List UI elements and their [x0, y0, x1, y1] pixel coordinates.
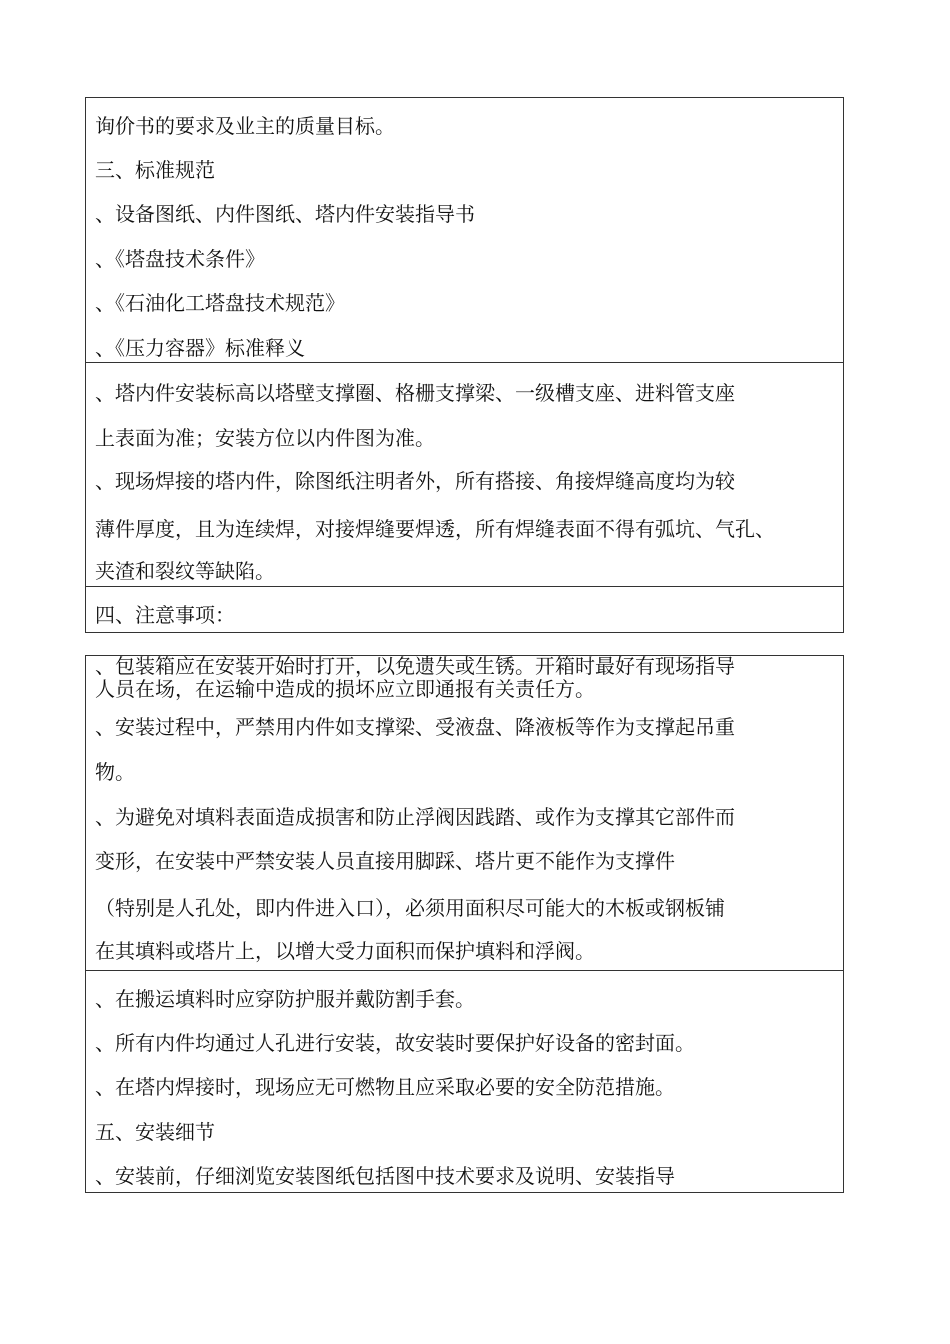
text-line: 物。 — [95, 760, 135, 784]
text-block-install-requirements — [85, 362, 844, 587]
text-line: 询价书的要求及业主的质量目标。 — [95, 114, 395, 138]
text-line: 、所有内件均通过人孔进行安装，故安装时要保护好设备的密封面。 — [95, 1031, 695, 1055]
text-line: （特别是人孔处，即内件进入口），必须用面积尽可能大的木板或钢板铺 — [95, 896, 725, 920]
text-line: 、在搬运填料时应穿防护服并戴防割手套。 — [95, 987, 475, 1011]
section-heading-standards: 三、标准规范 — [95, 158, 215, 182]
text-line: 、安装过程中，严禁用内件如支撑梁、受液盘、降液板等作为支撑起吊重 — [95, 715, 735, 739]
text-line: 、《石油化工塔盘技术规范》 — [95, 291, 345, 315]
section-heading-notes: 四、注意事项： — [95, 603, 235, 627]
text-line: 夹渣和裂纹等缺陷。 — [95, 559, 275, 583]
text-line: 薄件厚度，且为连续焊，对接焊缝要焊透，所有焊缝表面不得有弧坑、气孔、 — [95, 517, 775, 541]
text-line: 、为避免对填料表面造成损害和防止浮阀因践踏、或作为支撑其它部件而 — [95, 805, 735, 829]
text-line: 、设备图纸、内件图纸、塔内件安装指导书 — [95, 202, 475, 226]
text-line: 、包装箱应在安装开始时打开，以免遗失或生锈。开箱时最好有现场指导 — [95, 654, 735, 678]
text-line: 、塔内件安装标高以塔壁支撑圈、格栅支撑梁、一级槽支座、进料管支座 — [95, 381, 735, 405]
text-line: 、《塔盘技术条件》 — [95, 247, 265, 271]
text-block-notes-1 — [85, 655, 844, 971]
text-block-notes-2 — [85, 970, 844, 1193]
text-line: 变形，在安装中严禁安装人员直接用脚踩、塔片更不能作为支撑件 — [95, 849, 675, 873]
text-line: 、《压力容器》标准释义 — [95, 336, 305, 360]
text-line: 在其填料或塔片上，以增大受力面积而保护填料和浮阀。 — [95, 939, 595, 963]
text-line: 上表面为准；安装方位以内件图为准。 — [95, 426, 435, 450]
text-block-notes-heading — [85, 586, 844, 633]
text-block-intro-standards — [85, 97, 844, 363]
text-line: 人员在场，在运输中造成的损坏应立即通报有关责任方。 — [95, 677, 595, 701]
text-line: 、现场焊接的塔内件，除图纸注明者外，所有搭接、角接焊缝高度均为较 — [95, 469, 735, 493]
text-line: 、在塔内焊接时，现场应无可燃物且应采取必要的安全防范措施。 — [95, 1075, 675, 1099]
section-heading-install-details: 五、安装细节 — [95, 1120, 215, 1144]
text-line: 、安装前，仔细浏览安装图纸包括图中技术要求及说明、安装指导 — [95, 1164, 675, 1188]
